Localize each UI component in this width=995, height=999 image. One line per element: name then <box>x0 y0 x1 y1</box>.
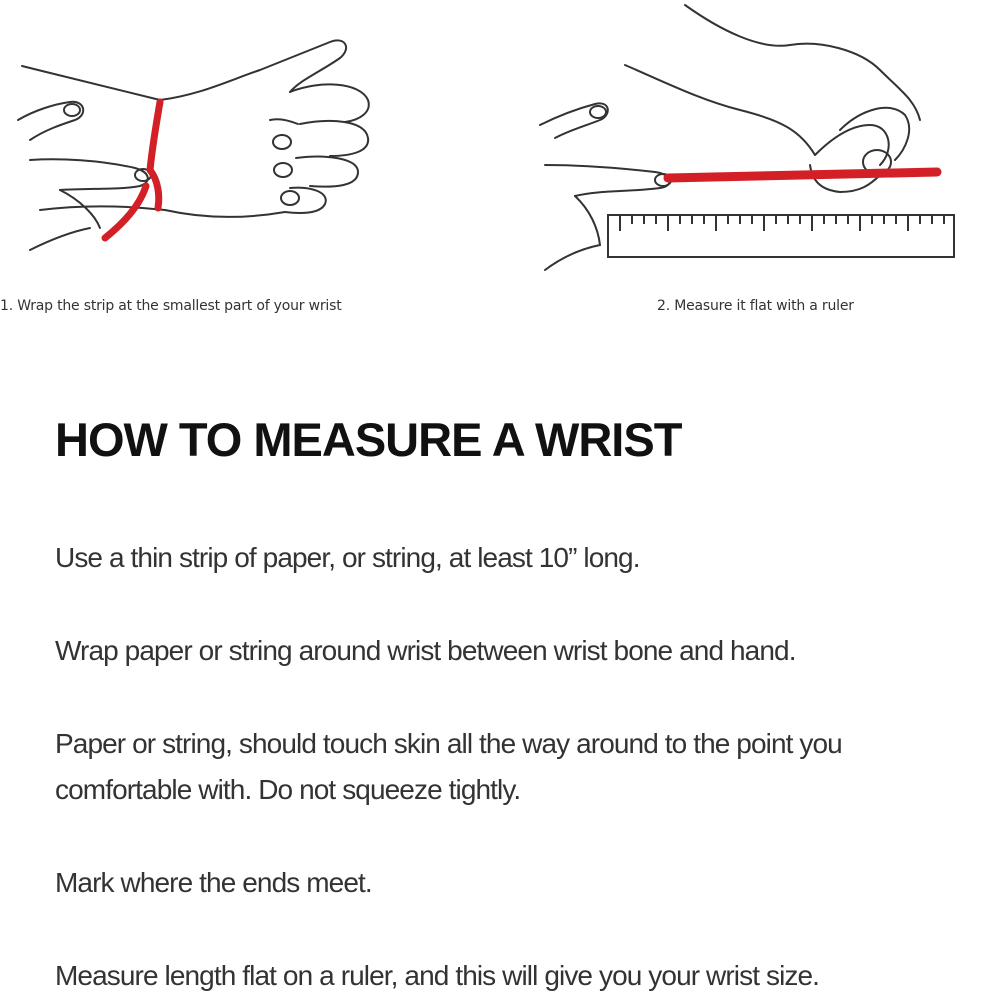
instruction-wrap: Wrap paper or string around wrist between wrist bone and hand. <box>55 635 796 666</box>
step2-caption: 2. Measure it flat with a ruler <box>657 298 854 314</box>
ruler-strip-red <box>668 172 937 178</box>
instruction-touch-skin <box>55 721 842 813</box>
instruction-touch-skin-line2: comfortable with. Do not squeeze tightly. <box>55 774 521 805</box>
step1-caption: 1. Wrap the strip at the smallest part of your wrist <box>0 298 342 314</box>
ruler-icon <box>608 215 954 257</box>
instruction-mark-ends: Mark where the ends meet. <box>55 867 372 898</box>
instruction-paper-length: Use a thin strip of paper, or string, at least 10” long. <box>55 542 640 573</box>
illustrations-panel <box>0 0 995 340</box>
instruction-touch-skin-line1: Paper or string, should touch skin all the way around to the point you <box>55 728 842 759</box>
hand-ruler-measure-illustration <box>540 5 920 270</box>
page-title: HOW TO MEASURE A WRIST <box>55 413 682 466</box>
wrist-strip-red <box>105 102 160 238</box>
instruction-measure-ruler: Measure length flat on a ruler, and this will give you your wrist size. <box>55 960 820 991</box>
hand-wrap-wrist-illustration <box>18 40 369 250</box>
